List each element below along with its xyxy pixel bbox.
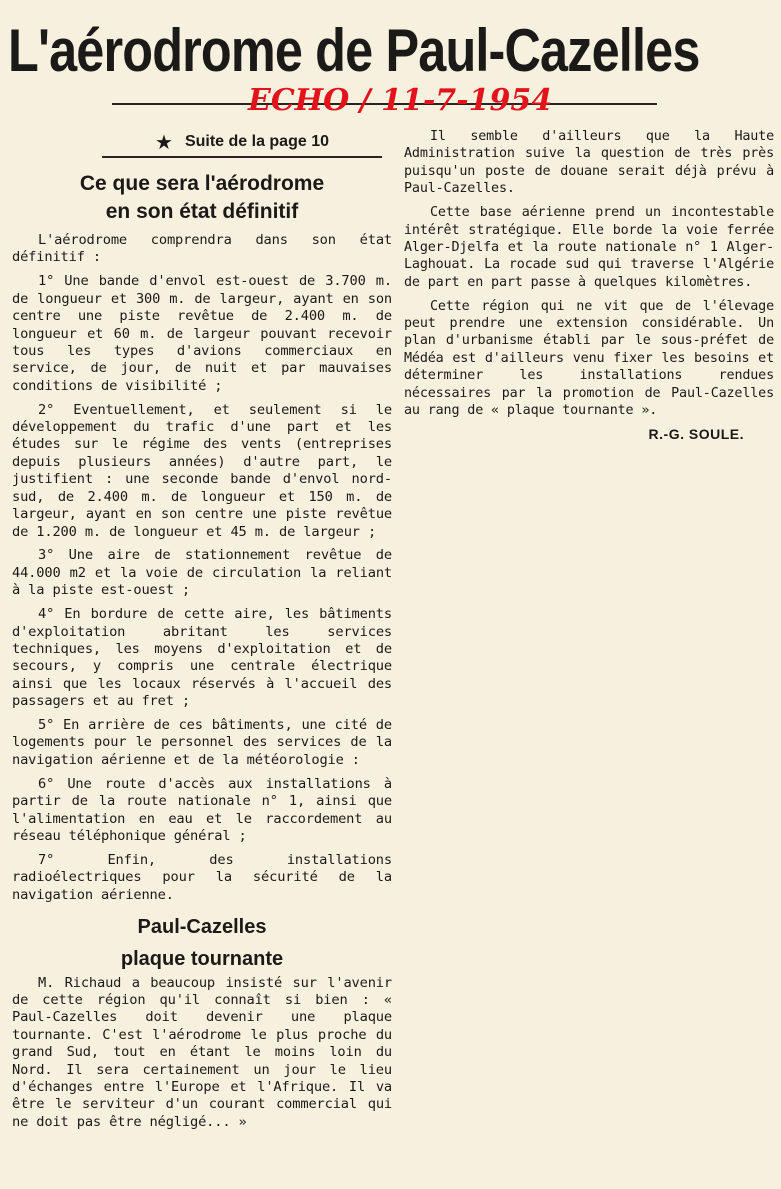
section1-title	[12, 170, 392, 226]
paragraph: 1° Une bande d'envol est-ouest de 3.700 m. de longueur et 300 m. de largeur, ayant en son centre une piste revêtue de 2.400 m. de longueur et 60 m. de largeur pouvant recevoir tous les types d'avions commerciaux en service, de jour, de nuit et par mauvaises conditions de visibilité ;	[12, 273, 392, 394]
continuation-label: Suite de la page 10	[184, 133, 329, 150]
section2-title-line1: Paul-Cazelles	[137, 915, 267, 938]
section2-title	[12, 911, 392, 975]
headline: L'aérodrome de Paul-Cazelles	[8, 17, 700, 84]
paragraph: 2° Eventuellement, et seulement si le développement du trafic d'une part et les études sur le régime des vents (entreprises depuis plusieurs années) d'autre part, le justifient : une seconde bande d'envol nord-sud, de 2.400 m. de longueur et 150 m. de largeur, ayant en son centre une piste revêtue de 1.200 m. de longueur et 45 m. de largeur ;	[12, 401, 392, 540]
paragraph: L'aérodrome comprendra dans son état définitif :	[12, 232, 392, 266]
paragraph: 6° Une route d'accès aux installations à partir de la route nationale n° 1, ainsi que l'alimentation en eau et le raccordement au réseau téléphonique général ;	[12, 775, 392, 844]
paragraph: 4° En bordure de cette aire, les bâtiments d'exploitation abritant les services techniques, les moyens d'exploitation et de secours, y compris une centrale électrique ainsi que les locaux réservés à l'accueil des passagers et au fret ;	[12, 606, 392, 710]
source-stamp: ECHO / 11-7-1954	[248, 83, 553, 118]
star-icon: ★	[155, 131, 173, 154]
section1-title-line1: Ce que sera l'aérodrome	[79, 172, 325, 195]
paragraph: Cette base aérienne prend un incontestable intérêt stratégique. Elle borde la voie ferrée Alger-Djelfa et la route nationale n° 1 Alger-Laghouat. La rocade sud qui traverse l'Algérie de part en part passe à quelques kilomètres.	[404, 205, 774, 290]
right-column	[404, 128, 774, 442]
paragraph: 5° En arrière de ces bâtiments, une cité de logements pour le personnel des services de la navigation aérienne et de la météorologie :	[12, 717, 392, 768]
continuation-note	[102, 128, 382, 158]
author-signature: R.-G. SOULE.	[648, 426, 744, 442]
paragraph: M. Richaud a beaucoup insisté sur l'avenir de cette région qu'il connaît si bien : « Paul-Cazelles doit devenir une plaque tournante. C'est l'aérodrome le plus proche du grand Sud, tout en étant le moins loin du Nord. Il sera certainement un jour le lieu d'échanges entre l'Europe et l'Afrique. Il va être le serviteur d'un courant commercial qui ne doit pas être négligé... »	[12, 974, 392, 1130]
paragraph: Cette région qui ne vit que de l'élevage peut prendre une extension considérable. Un plan d'urbanisme établi par le sous-préfet de Médéa est d'ailleurs venu fixer les besoins et déterminer les installations rendues nécessaires par la promotion de Paul-Cazelles au rang de « plaque tournante ».	[404, 298, 774, 419]
section1-title-line2: en son état définitif	[105, 200, 299, 223]
left-column	[12, 128, 392, 1138]
paragraph: 3° Une aire de stationnement revêtue de 44.000 m2 et la voie de circulation la reliant à la piste est-ouest ;	[12, 547, 392, 599]
paragraph: 7° Enfin, des installations radioélectriques pour la sécurité de la navigation aérienne.	[12, 851, 392, 903]
section2-title-line2: plaque tournante	[120, 947, 284, 970]
paragraph: Il semble d'ailleurs que la Haute Administration suive la question de très près puisqu'un poste de douane serait déjà prévu à Paul-Cazelles.	[404, 129, 774, 197]
